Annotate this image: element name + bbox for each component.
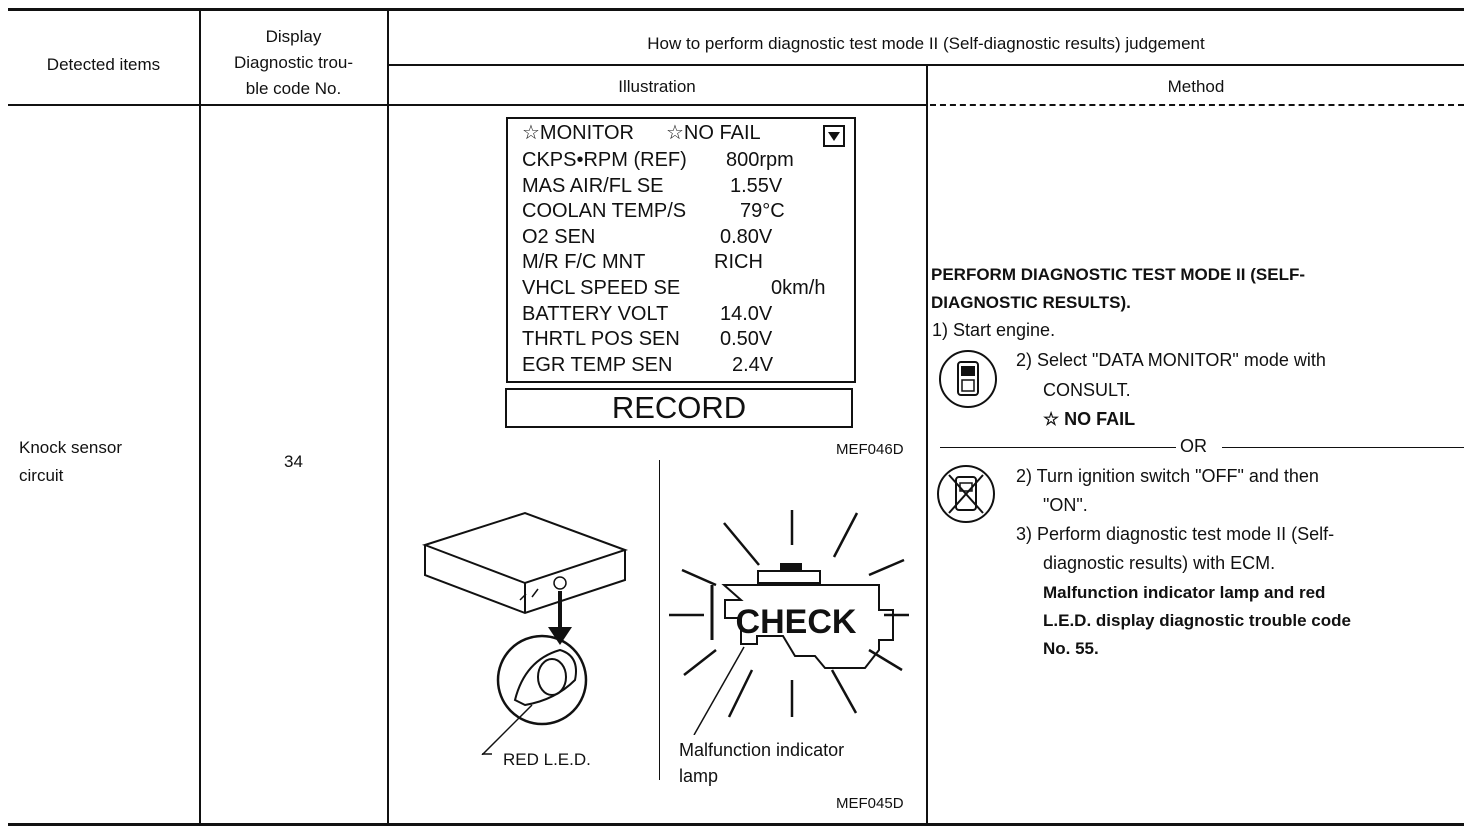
detected-item-line2: circuit bbox=[19, 466, 64, 485]
method-step1: 1) Start engine. bbox=[932, 320, 1056, 340]
mil-label-line1: Malfunction indicator bbox=[679, 740, 845, 760]
monitor-row-value: 14.0V bbox=[720, 302, 773, 325]
header-display-line1: Display bbox=[265, 27, 322, 46]
no-consult-icon bbox=[937, 465, 995, 523]
monitor-row-label: COOLAN TEMP/S bbox=[522, 200, 687, 223]
monitor-row-label: M/R F/C MNT bbox=[522, 251, 646, 274]
header-display-line2: Diagnostic trou- bbox=[233, 53, 354, 72]
method-header-bottom-dashed bbox=[930, 104, 1464, 106]
header-how-to-perform: How to perform diagnostic test mode II (Self-diagnostic results) judgement bbox=[647, 34, 1205, 53]
or-separator: OR bbox=[1180, 436, 1207, 456]
mil-label-line2: lamp bbox=[679, 766, 719, 786]
header-method: Method bbox=[1167, 77, 1225, 96]
monitor-header-right: ☆NO FAIL bbox=[666, 122, 761, 144]
consult-tool-icon bbox=[939, 350, 997, 408]
table-bottom-border bbox=[8, 823, 1464, 826]
monitor-row-value: 2.4V bbox=[732, 353, 774, 376]
header-illustration: Illustration bbox=[618, 77, 696, 96]
monitor-row-label: THRTL POS SEN bbox=[522, 328, 680, 351]
or-line-left bbox=[940, 447, 1176, 448]
ecm-step3-line1: 3) Perform diagnostic test mode II (Self- bbox=[1016, 524, 1335, 544]
red-led-label: RED L.E.D. bbox=[503, 750, 591, 769]
figure-code-mef045d: MEF045D bbox=[836, 795, 904, 812]
monitor-row-value: 0km/h bbox=[771, 277, 826, 299]
monitor-row-label: CKPS•RPM (REF) bbox=[522, 149, 687, 171]
ecm-step2-line1: 2) Turn ignition switch "OFF" and then bbox=[1016, 466, 1319, 486]
col-divider-1 bbox=[199, 8, 201, 824]
monitor-row-label: O2 SEN bbox=[522, 225, 596, 248]
trouble-code: 34 bbox=[284, 452, 303, 471]
record-button[interactable]: RECORD bbox=[505, 388, 853, 428]
ecm-step2-line2: "ON". bbox=[1043, 495, 1088, 515]
or-line-right bbox=[1222, 447, 1464, 448]
monitor-row-value: RICH bbox=[714, 251, 763, 274]
monitor-header-left: ☆MONITOR bbox=[522, 122, 635, 144]
consult-monitor-screen bbox=[506, 117, 856, 383]
monitor-row-value: 0.80V bbox=[720, 225, 773, 248]
detected-item-line1: Knock sensor bbox=[19, 438, 122, 457]
check-engine-lamp-icon bbox=[664, 485, 914, 735]
monitor-row-value: 0.50V bbox=[720, 328, 773, 351]
monitor-row-value: 1.55V bbox=[730, 174, 783, 197]
col-divider-2 bbox=[387, 8, 389, 824]
consult-step2-line1: 2) Select "DATA MONITOR" mode with bbox=[1016, 350, 1326, 370]
header-bottom-line bbox=[8, 104, 928, 106]
monitor-row-value: 79°C bbox=[740, 200, 785, 223]
header-display-line3: ble code No. bbox=[245, 79, 342, 98]
col-divider-3 bbox=[926, 65, 928, 824]
table-top-border bbox=[8, 8, 1464, 11]
consult-result: ☆ NO FAIL bbox=[1043, 409, 1136, 429]
ecm-red-led-drawing bbox=[420, 505, 660, 755]
method-heading-line1: PERFORM DIAGNOSTIC TEST MODE II (SELF- bbox=[931, 265, 1305, 284]
monitor-row-label: VHCL SPEED SE bbox=[522, 277, 681, 299]
ecm-step3-line2: diagnostic results) with ECM. bbox=[1043, 553, 1276, 573]
scroll-down-icon[interactable] bbox=[823, 125, 845, 147]
method-heading-line2: DIAGNOSTIC RESULTS). bbox=[931, 293, 1131, 312]
monitor-row-value: 800rpm bbox=[726, 149, 794, 171]
header-detected-items: Detected items bbox=[46, 55, 161, 74]
monitor-row-label: MAS AIR/FL SE bbox=[522, 174, 664, 197]
check-lamp-text: CHECK bbox=[735, 603, 857, 641]
ecm-result-line2: L.E.D. display diagnostic trouble code bbox=[1043, 611, 1351, 630]
monitor-row-label: EGR TEMP SEN bbox=[522, 353, 673, 376]
figure-code-mef046d: MEF046D bbox=[836, 441, 904, 458]
ecm-result-line3: No. 55. bbox=[1043, 639, 1099, 658]
ecm-result-line1: Malfunction indicator lamp and red bbox=[1043, 583, 1326, 602]
consult-step2-line2: CONSULT. bbox=[1043, 380, 1131, 400]
monitor-row-label: BATTERY VOLT bbox=[522, 302, 669, 325]
